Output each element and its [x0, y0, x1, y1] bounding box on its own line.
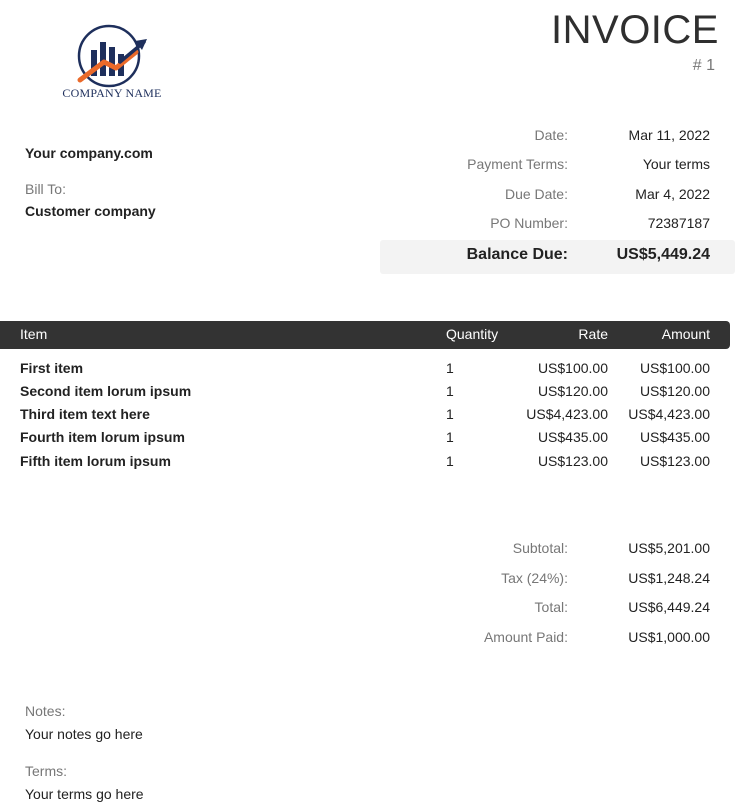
bill-to-value: Customer company [25, 203, 156, 219]
invoice-title: INVOICE [551, 8, 719, 52]
notes-label: Notes: [25, 703, 66, 719]
column-header-amount: Amount [661, 326, 710, 342]
row-quantity: 1 [446, 406, 454, 422]
row-rate: US$100.00 [537, 360, 608, 376]
row-amount: US$100.00 [639, 360, 710, 376]
row-amount: US$435.00 [639, 429, 710, 445]
payment-terms-value: Your terms [642, 156, 710, 172]
column-header-item: Item [20, 326, 48, 342]
row-rate: US$123.00 [537, 453, 608, 469]
subtotal-label: Subtotal: [512, 540, 568, 556]
row-item: Fifth item lorum ipsum [20, 453, 171, 469]
total-label: Total: [534, 599, 568, 615]
terms-label: Terms: [25, 763, 67, 779]
amount-paid-value: US$1,000.00 [628, 629, 710, 645]
row-item: Third item text here [20, 406, 150, 422]
row-rate: US$435.00 [537, 429, 608, 445]
row-item: First item [20, 360, 84, 376]
date-value: Mar 11, 2022 [628, 127, 710, 143]
payment-terms-label: Payment Terms: [467, 156, 568, 172]
row-amount: US$120.00 [639, 383, 710, 399]
logo-chart-icon [58, 24, 168, 94]
total-value: US$6,449.24 [628, 599, 710, 615]
items-table-header [0, 321, 730, 349]
terms-value: Your terms go here [25, 786, 144, 802]
row-rate: US$4,423.00 [526, 406, 608, 422]
po-number-label: PO Number: [490, 215, 568, 231]
tax-value: US$1,248.24 [628, 570, 710, 586]
row-item: Fourth item lorum ipsum [20, 429, 185, 445]
date-label: Date: [534, 127, 568, 143]
column-header-quantity: Quantity [446, 326, 499, 342]
row-quantity: 1 [446, 429, 454, 445]
balance-due-value: US$5,449.24 [616, 246, 710, 263]
from-company: Your company.com [25, 145, 153, 161]
row-quantity: 1 [446, 453, 454, 469]
row-amount: US$123.00 [639, 453, 710, 469]
notes-value: Your notes go here [25, 726, 143, 742]
bill-to-label: Bill To: [25, 181, 66, 197]
amount-paid-label: Amount Paid: [483, 629, 568, 645]
tax-label: Tax (24%): [501, 570, 568, 586]
row-amount: US$4,423.00 [628, 406, 710, 422]
subtotal-value: US$5,201.00 [628, 540, 710, 556]
column-header-rate: Rate [578, 326, 608, 342]
due-date-value: Mar 4, 2022 [635, 186, 710, 202]
row-rate: US$120.00 [537, 383, 608, 399]
due-date-label: Due Date: [504, 186, 568, 202]
po-number-value: 72387187 [647, 215, 710, 231]
row-quantity: 1 [446, 383, 454, 399]
row-quantity: 1 [446, 360, 454, 376]
invoice-number: # 1 [692, 57, 715, 74]
row-item: Second item lorum ipsum [20, 383, 192, 399]
balance-due-label: Balance Due: [466, 246, 568, 263]
logo-company-name: COMPANY NAME [62, 86, 162, 100]
